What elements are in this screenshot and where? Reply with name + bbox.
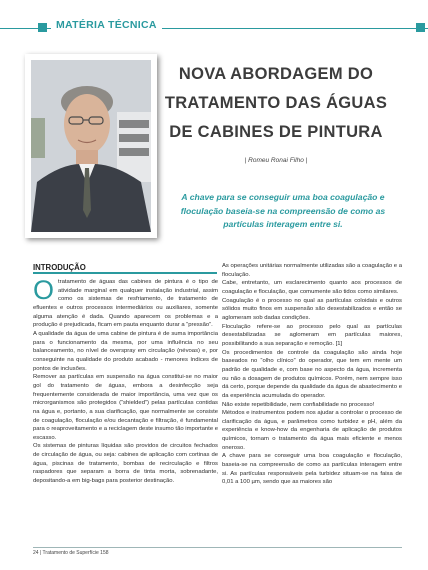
body-paragraph: Coagulação é o processo no qual as partículas coloidais e outros sólidos muito finos em suspensão são desestabilizados e então se aglomeram sob dadas condições. [222, 297, 402, 321]
header-square-right [416, 23, 425, 32]
body-paragraph: Remover as partículas em suspensão na água constitui-se no maior gol do tratamento de águas, embora a desinfecção seja frequentemente considerada de maior importância, uma vez que os microrganismos são protegidos (“shielded”) pelas partículas contidas na água e, portanto, a sua clarificação, que normalmente se consiste de coagulação, floculação e/ou decantação e filtração, é fundamental para o reaproveitamento e a reciclagem deste insumo tão importante e escasso. [33, 374, 218, 441]
article-title: NOVA ABORDAGEM DO TRATAMENTO DAS ÁGUAS DE CABINES DE PINTURA [164, 65, 388, 141]
intro-heading-rule [33, 272, 217, 274]
body-column-left [33, 278, 218, 546]
footer-rule [33, 547, 402, 548]
body-paragraph: Não existe repetibilidade, nem confiabilidade no processo! [222, 401, 375, 408]
body-paragraph: A chave para se conseguir uma boa coagulação e floculação, baseia-se na compreensão de como as partículas interagem entre si. As partículas responsáveis pela turbidez situam-se na faixa de 0,01 a 100 µm, sendo que as maiores são [222, 453, 402, 486]
dropcap: O [33, 278, 55, 305]
body-paragraph: A qualidade da água de uma cabine de pintura é de suma importância para o funcionamento da mesma, por uma influência no seu balanceamento, no nível de overspray em circulação (névoas) e, por conseguinte na qualidade do produto acabado - menores índices de pontos de inclusões. [33, 330, 218, 372]
body-paragraph: Métodos e instrumentos podem nos ajudar a controlar o processo de clarificação da água, e parâmetros como turbidez e pH, além da experiência e know-how da engenharia de aplicação de produtos químicos, tornam o tratamento da água mais eficiente e menos oneroso. [222, 410, 402, 451]
author-photo-frame [25, 54, 157, 238]
page-footer: 24 | Tratamento de Superfície 158 [33, 550, 109, 556]
article-lead: A chave para se conseguir uma boa coagulação e floculação baseia-se na compreensão de como as partículas interagem entre si. [180, 192, 386, 229]
author-photo [31, 60, 151, 232]
body-paragraph: Os sistemas de pinturas líquidas são providos de circuitos fechados de circulação de água, ou seja: cabines de aplicação com cortinas de água, piscinas de tratamento, bombas de recirculação e filtros raspadores que separam a borra de tinta morta, sobrenadante, depositando-a em big-bags para posterior destinação. [33, 443, 218, 485]
author-portrait-illustration [31, 60, 151, 232]
body-paragraph: Os procedimentos de controle da coagulação são ainda hoje baseados no “olho clínico” do operador, que tem em mente um padrão de qualidade e, com base no aspecto da água, incrementa ou não a dosagem de produtos químicos. Porém, nem sempre isso dá certo, porque depende da qualidade da água de abastecimento e da experiência acumulada do operador. [222, 349, 402, 399]
body-column-right [222, 262, 402, 546]
body-paragraph-text: tratamento de águas das cabines de pintura é o tipo de atividade marginal em qualquer instalação industrial, assim como os sistemas de resfriamento, de tratamento de efluentes e outros processos intermediários ou auxiliares, somente alguma atenção é dada. Quando aparecem os problemas e a produção é prejudicada, ficam em pauta enquanto durar a “pressão”. [33, 279, 218, 329]
article-byline: | Romeu Ronai Filho | [244, 157, 308, 164]
intro-heading: INTRODUÇÃO [33, 263, 86, 272]
body-paragraph [33, 278, 218, 330]
section-label: MATÉRIA TÉCNICA [51, 19, 162, 31]
body-paragraph: Cabe, entretanto, um esclarecimento quanto aos processos de coagulação e floculação, que comumente são tidos como similares. [222, 280, 402, 295]
body-paragraph: Floculação refere-se ao processo pelo qual as partículas desestabilizadas se aglomeram em partículas maiores, possibilitando a sua separação e remoção. [1] [222, 323, 402, 347]
body-paragraph: As operações unitárias normalmente utilizadas são a coagulação e a floculação. [222, 263, 402, 278]
